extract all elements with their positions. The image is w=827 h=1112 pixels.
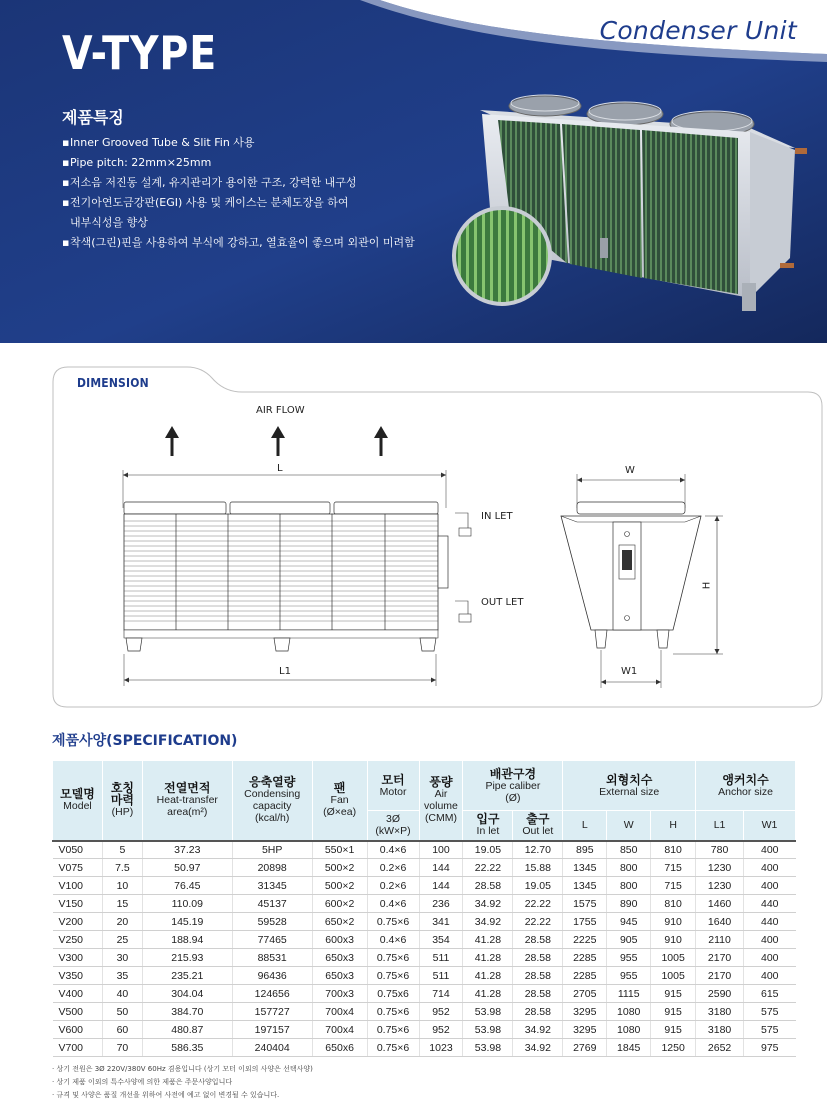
- table-cell: V300: [53, 949, 103, 967]
- table-cell: 915: [651, 1021, 696, 1039]
- table-cell: 810: [651, 841, 696, 859]
- airflow-label: AIR FLOW: [256, 405, 305, 416]
- dim-W1-label: W1: [621, 666, 638, 677]
- airflow-arrow-icon: [165, 426, 388, 456]
- table-cell: 0.4×6: [367, 895, 419, 913]
- feature-item: ▪Inner Grooved Tube & Slit Fin 사용: [62, 136, 255, 149]
- table-cell: 700x4: [312, 1021, 367, 1039]
- table-cell: 3180: [696, 1021, 744, 1039]
- dimension-title: DIMENSION: [77, 376, 149, 390]
- table-cell: 1230: [696, 877, 744, 895]
- table-cell: 31345: [232, 877, 312, 895]
- outlet-label: OUT LET: [481, 597, 524, 608]
- th-air-volume: 풍량 Air volume (CMM): [419, 761, 463, 841]
- table-cell: 41.28: [463, 985, 513, 1003]
- table-cell: 20898: [232, 859, 312, 877]
- table-cell: 53.98: [463, 1039, 513, 1057]
- table-cell: 905: [607, 931, 651, 949]
- table-cell: 1845: [607, 1039, 651, 1057]
- table-cell: 500×2: [312, 859, 367, 877]
- table-cell: 910: [651, 931, 696, 949]
- table-cell: 945: [607, 913, 651, 931]
- table-cell: 28.58: [513, 949, 563, 967]
- table-cell: 700x3: [312, 985, 367, 1003]
- table-cell: 780: [696, 841, 744, 859]
- table-cell: 915: [651, 1003, 696, 1021]
- th-W: W: [607, 811, 651, 841]
- table-cell: 22.22: [513, 913, 563, 931]
- table-cell: 3180: [696, 1003, 744, 1021]
- table-cell: 354: [419, 931, 463, 949]
- table-cell: 1080: [607, 1003, 651, 1021]
- table-row: [53, 1021, 796, 1039]
- table-cell: 955: [607, 967, 651, 985]
- table-cell: 1575: [563, 895, 607, 913]
- th-capacity: 응축열량 Condensing capacity (kcal/h): [232, 761, 312, 841]
- product-image: [450, 88, 810, 318]
- spec-notes: [52, 1063, 313, 1102]
- table-cell: 2110: [696, 931, 744, 949]
- table-row: [53, 841, 796, 859]
- th-L1: L1: [696, 811, 744, 841]
- table-cell: 2285: [563, 967, 607, 985]
- th-model: 모델명 Model: [53, 761, 103, 841]
- table-row: [53, 1003, 796, 1021]
- table-cell: 400: [744, 841, 796, 859]
- table-cell: 70: [102, 1039, 142, 1057]
- feature-item: ▪착색(그린)핀을 사용하여 부식에 강하고, 열효율이 좋으며 외관이 미려함: [62, 236, 415, 249]
- table-cell: 3295: [563, 1021, 607, 1039]
- table-cell: 700x4: [312, 1003, 367, 1021]
- table-cell: 384.70: [142, 1003, 232, 1021]
- dim-L1-label: L1: [279, 666, 291, 677]
- table-cell: 400: [744, 931, 796, 949]
- th-W1: W1: [744, 811, 796, 841]
- table-cell: 53.98: [463, 1021, 513, 1039]
- table-cell: 2285: [563, 949, 607, 967]
- table-row: [53, 967, 796, 985]
- table-cell: 615: [744, 985, 796, 1003]
- table-cell: 28.58: [513, 985, 563, 1003]
- table-cell: 800: [607, 859, 651, 877]
- table-cell: 2225: [563, 931, 607, 949]
- feature-item: ▪저소음 저진동 설계, 유지관리가 용이한 구조, 강력한 내구성: [62, 176, 357, 189]
- table-cell: 575: [744, 1021, 796, 1039]
- table-cell: 400: [744, 967, 796, 985]
- table-cell: 50.97: [142, 859, 232, 877]
- table-cell: 2170: [696, 949, 744, 967]
- table-cell: 100: [419, 841, 463, 859]
- table-cell: 400: [744, 949, 796, 967]
- th-fan: 팬 Fan (Ø×ea): [312, 761, 367, 841]
- table-cell: 0.75×6: [367, 1039, 419, 1057]
- table-cell: 25: [102, 931, 142, 949]
- table-cell: 144: [419, 859, 463, 877]
- spec-table: [52, 760, 796, 1057]
- table-cell: 60: [102, 1021, 142, 1039]
- table-cell: 2652: [696, 1039, 744, 1057]
- note-line: · 상기 전원은 3Ø 220V/380V 60Hz 겸용입니다 (상기 모터 이외의 사양은 선택사양): [52, 1065, 313, 1073]
- table-cell: 0.4×6: [367, 931, 419, 949]
- table-cell: 715: [651, 859, 696, 877]
- table-cell: 1005: [651, 949, 696, 967]
- table-cell: 19.05: [513, 877, 563, 895]
- table-cell: 2590: [696, 985, 744, 1003]
- table-cell: 810: [651, 895, 696, 913]
- table-cell: 110.09: [142, 895, 232, 913]
- table-cell: 910: [651, 913, 696, 931]
- table-cell: 0.75×6: [367, 1003, 419, 1021]
- table-cell: 15.88: [513, 859, 563, 877]
- table-cell: 28.58: [513, 967, 563, 985]
- table-cell: 1250: [651, 1039, 696, 1057]
- table-cell: 240404: [232, 1039, 312, 1057]
- table-cell: 76.45: [142, 877, 232, 895]
- table-cell: 34.92: [513, 1039, 563, 1057]
- features-title: 제품특징: [62, 108, 124, 127]
- table-cell: 10: [102, 877, 142, 895]
- table-cell: 53.98: [463, 1003, 513, 1021]
- table-cell: 0.2×6: [367, 877, 419, 895]
- table-cell: 650x6: [312, 1039, 367, 1057]
- table-cell: 3295: [563, 1003, 607, 1021]
- table-cell: 0.4×6: [367, 841, 419, 859]
- note-line: · 규격 및 사양은 품질 개선을 위하여 사전에 예고 없이 변경될 수 있습니다.: [52, 1091, 280, 1099]
- table-cell: 890: [607, 895, 651, 913]
- table-cell: V350: [53, 967, 103, 985]
- table-cell: 952: [419, 1021, 463, 1039]
- table-row: [53, 877, 796, 895]
- table-cell: 37.23: [142, 841, 232, 859]
- dim-L-label: L: [277, 463, 283, 474]
- table-cell: 7.5: [102, 859, 142, 877]
- table-cell: 22.22: [513, 895, 563, 913]
- table-row: [53, 913, 796, 931]
- table-cell: 236: [419, 895, 463, 913]
- table-cell: 145.19: [142, 913, 232, 931]
- table-cell: 586.35: [142, 1039, 232, 1057]
- table-cell: V700: [53, 1039, 103, 1057]
- table-cell: 650×2: [312, 913, 367, 931]
- table-cell: V250: [53, 931, 103, 949]
- table-cell: 157727: [232, 1003, 312, 1021]
- table-cell: 1345: [563, 859, 607, 877]
- table-cell: 2769: [563, 1039, 607, 1057]
- th-motor: 모터 Motor: [367, 761, 419, 811]
- table-cell: 304.04: [142, 985, 232, 1003]
- table-cell: 28.58: [513, 931, 563, 949]
- table-cell: 511: [419, 949, 463, 967]
- table-cell: 77465: [232, 931, 312, 949]
- table-cell: V150: [53, 895, 103, 913]
- table-cell: 0.75×6: [367, 1021, 419, 1039]
- table-cell: 952: [419, 1003, 463, 1021]
- table-cell: 50: [102, 1003, 142, 1021]
- table-cell: 800: [607, 877, 651, 895]
- table-cell: 1230: [696, 859, 744, 877]
- inlet-label: IN LET: [481, 511, 513, 522]
- table-cell: 59528: [232, 913, 312, 931]
- table-cell: 600x3: [312, 931, 367, 949]
- header-banner: [0, 0, 827, 343]
- table-cell: 975: [744, 1039, 796, 1057]
- table-cell: 575: [744, 1003, 796, 1021]
- table-row: [53, 1039, 796, 1057]
- front-view-drawing: [110, 418, 530, 690]
- table-cell: 400: [744, 877, 796, 895]
- th-pipe-in: 입구 In let: [463, 811, 513, 841]
- table-cell: 2170: [696, 967, 744, 985]
- table-cell: V200: [53, 913, 103, 931]
- th-pipe-out: 출구 Out let: [513, 811, 563, 841]
- table-cell: 22.22: [463, 859, 513, 877]
- th-area: 전열면적 Heat-transfer area(m²): [142, 761, 232, 841]
- table-cell: 15: [102, 895, 142, 913]
- table-row: [53, 949, 796, 967]
- table-cell: 1345: [563, 877, 607, 895]
- table-cell: 400: [744, 859, 796, 877]
- th-pipe: 배관구경 Pipe caliber (Ø): [463, 761, 563, 811]
- side-view-drawing: [555, 460, 730, 690]
- table-cell: 1755: [563, 913, 607, 931]
- table-row: [53, 985, 796, 1003]
- table-cell: 0.2×6: [367, 859, 419, 877]
- dim-W-label: W: [625, 465, 635, 476]
- table-cell: 144: [419, 877, 463, 895]
- table-cell: 5: [102, 841, 142, 859]
- table-cell: V500: [53, 1003, 103, 1021]
- table-cell: 188.94: [142, 931, 232, 949]
- table-cell: 650x3: [312, 949, 367, 967]
- table-cell: 895: [563, 841, 607, 859]
- category-title: Condenser Unit: [599, 16, 797, 45]
- table-cell: 1080: [607, 1021, 651, 1039]
- feature-item: ▪Pipe pitch: 22mm×25mm: [62, 156, 212, 169]
- table-cell: 197157: [232, 1021, 312, 1039]
- table-cell: 96436: [232, 967, 312, 985]
- dim-H-label: H: [701, 581, 713, 590]
- th-hp: 호칭 마력 (HP): [102, 761, 142, 841]
- table-cell: V050: [53, 841, 103, 859]
- table-cell: V400: [53, 985, 103, 1003]
- table-cell: 41.28: [463, 949, 513, 967]
- table-cell: 2705: [563, 985, 607, 1003]
- table-cell: 1023: [419, 1039, 463, 1057]
- feature-item-continued: 내부식성을 향상: [70, 216, 148, 229]
- table-cell: 500×2: [312, 877, 367, 895]
- table-cell: 0.75×6: [367, 949, 419, 967]
- table-cell: 41.28: [463, 931, 513, 949]
- table-cell: 715: [651, 877, 696, 895]
- table-cell: 28.58: [463, 877, 513, 895]
- table-cell: 550×1: [312, 841, 367, 859]
- table-cell: V075: [53, 859, 103, 877]
- table-cell: 850: [607, 841, 651, 859]
- table-cell: 20: [102, 913, 142, 931]
- table-cell: 440: [744, 895, 796, 913]
- th-L: L: [563, 811, 607, 841]
- table-cell: 41.28: [463, 967, 513, 985]
- feature-item: ▪전기아연도금강판(EGI) 사용 및 케이스는 분체도장을 하여: [62, 196, 349, 209]
- th-anchor: 앵커치수 Anchor size: [696, 761, 796, 811]
- table-cell: V600: [53, 1021, 103, 1039]
- table-cell: 34.92: [463, 913, 513, 931]
- table-cell: 1005: [651, 967, 696, 985]
- table-cell: 955: [607, 949, 651, 967]
- table-cell: 650x3: [312, 967, 367, 985]
- table-cell: 40: [102, 985, 142, 1003]
- table-cell: 341: [419, 913, 463, 931]
- product-type-title: V-TYPE: [62, 26, 218, 80]
- table-row: [53, 895, 796, 913]
- th-external: 외형치수 External size: [563, 761, 696, 811]
- table-cell: 34.92: [513, 1021, 563, 1039]
- table-cell: 28.58: [513, 1003, 563, 1021]
- table-cell: 0.75x6: [367, 985, 419, 1003]
- table-cell: 0.75×6: [367, 913, 419, 931]
- table-row: [53, 931, 796, 949]
- table-cell: 88531: [232, 949, 312, 967]
- table-cell: 1115: [607, 985, 651, 1003]
- table-cell: 35: [102, 967, 142, 985]
- table-cell: 34.92: [463, 895, 513, 913]
- th-motor-sub: 3Ø (kW×P): [367, 811, 419, 841]
- table-cell: 511: [419, 967, 463, 985]
- table-cell: 714: [419, 985, 463, 1003]
- table-cell: V100: [53, 877, 103, 895]
- table-cell: 1640: [696, 913, 744, 931]
- table-cell: 915: [651, 985, 696, 1003]
- table-cell: 45137: [232, 895, 312, 913]
- spec-title: 제품사양(SPECIFICATION): [52, 733, 238, 749]
- table-cell: 480.87: [142, 1021, 232, 1039]
- table-row: [53, 859, 796, 877]
- table-cell: 30: [102, 949, 142, 967]
- table-cell: 5HP: [232, 841, 312, 859]
- table-cell: 12.70: [513, 841, 563, 859]
- table-cell: 600×2: [312, 895, 367, 913]
- features-list: [62, 133, 415, 253]
- table-cell: 215.93: [142, 949, 232, 967]
- table-cell: 235.21: [142, 967, 232, 985]
- table-cell: 1460: [696, 895, 744, 913]
- table-cell: 0.75×6: [367, 967, 419, 985]
- table-cell: 440: [744, 913, 796, 931]
- table-cell: 19.05: [463, 841, 513, 859]
- table-cell: 124656: [232, 985, 312, 1003]
- th-H: H: [651, 811, 696, 841]
- note-line: · 상기 제품 이외의 특수사양에 의한 제품은 주문사양입니다: [52, 1078, 233, 1086]
- spec-table-body: [53, 841, 796, 1057]
